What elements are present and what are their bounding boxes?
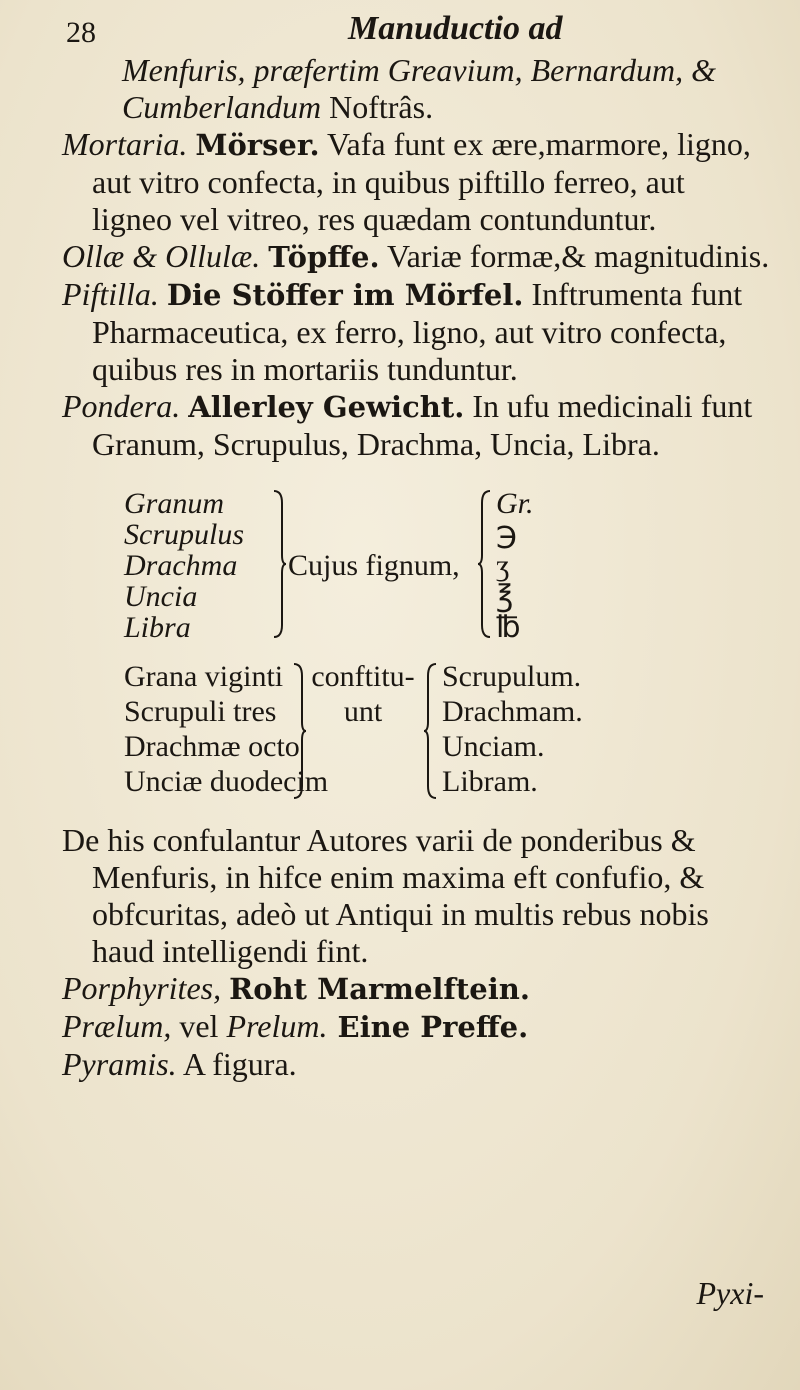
- entry-term: Pyramis.: [62, 1046, 177, 1082]
- entry-text: Variæ formæ,& magnitudinis.: [379, 238, 770, 274]
- entry-term: Prælum,: [62, 1008, 172, 1044]
- weight-symbol: ℔: [496, 611, 521, 644]
- entry-text: Vafa funt ex ære,marmore, ligno, aut vitro confecta, in quibus piftillo ferreo, aut ligneo vel vitreo, res quædam contunduntur.: [92, 126, 751, 237]
- weights-table: [92, 485, 772, 644]
- conversion-left: Grana viginti: [124, 660, 284, 693]
- cujus-label: Cujus fignum,: [288, 549, 460, 582]
- catchword: Pyxi-: [696, 1275, 764, 1311]
- entry-text: In ufu medicinali funt Granum, Scrupulus, Drachma, Uncia, Libra.: [92, 388, 753, 462]
- entry-text: A figura.: [176, 1046, 297, 1082]
- entry-porphyrites: [62, 970, 772, 1008]
- intro-line1: Menfuris, præfertim Greavium, Bernardum, &: [122, 52, 717, 88]
- entry-mortaria: [62, 126, 772, 238]
- weight-name: Drachma: [124, 549, 238, 582]
- conversion-left: Scrupuli tres: [124, 695, 277, 728]
- weight-symbol: Gr.: [496, 487, 534, 520]
- weight-symbol: ℥: [496, 580, 514, 613]
- right-brace-icon: [292, 662, 308, 800]
- conversion-left: Unciæ duodecim: [124, 765, 329, 798]
- entry-german: Allerley Gewicht.: [188, 390, 465, 424]
- weight-name: Uncia: [124, 580, 198, 613]
- weight-name: Granum: [124, 487, 225, 520]
- entry-german: Die Stöffer im Mörfel.: [166, 278, 524, 312]
- entry-connector: vel: [171, 1008, 227, 1044]
- conversion-verb: unt: [343, 695, 383, 728]
- entry-praelum: [62, 1008, 772, 1046]
- intro-lines: [92, 52, 772, 126]
- conversion-right: Drachmam.: [442, 695, 583, 728]
- entry-ollae: [62, 238, 772, 276]
- entry-term: Ollæ & Ollulæ.: [62, 238, 261, 274]
- entry-german: Roht Marmelftein.: [229, 972, 530, 1006]
- conversion-table: [92, 658, 772, 808]
- weight-symbol: ʒ: [496, 549, 510, 582]
- left-brace-icon: [476, 489, 492, 639]
- entry-term: Piftilla.: [62, 276, 159, 312]
- entry-pyramis: [62, 1046, 772, 1083]
- conversion-verb: conftitu-: [311, 660, 415, 693]
- conversion-right: Libram.: [442, 765, 538, 798]
- weight-name: Scrupulus: [124, 518, 244, 551]
- right-brace-icon: [272, 489, 286, 639]
- intro-line2-italic: Cumberlandum: [122, 89, 322, 125]
- conversion-right: Scrupulum.: [442, 660, 582, 693]
- weight-name: Libra: [124, 611, 191, 644]
- entry-term: Porphyrites,: [62, 970, 222, 1006]
- running-title: Manuductio ad: [348, 10, 563, 47]
- entry-german: Mörser.: [195, 128, 320, 162]
- body-text: [62, 52, 772, 1083]
- paragraph-ponderibus: De his confulantur Autores varii de ponderibus & Menfuris, in hifce enim maxima eft confufio, & obfcuritas, adeò ut Antiqui in multis rebus nobis haud intelligendi fint.: [62, 822, 709, 969]
- conversion-left: Drachmæ octo: [124, 730, 300, 763]
- entry-german: Töpffe.: [268, 240, 380, 274]
- entry-pondera: [62, 388, 772, 463]
- intro-line2-rest: Noftrâs.: [321, 89, 434, 125]
- page-header: [66, 10, 766, 58]
- entry-term: Pondera.: [62, 388, 181, 424]
- weight-symbol: ℈: [496, 518, 517, 551]
- entry-german: Eine Preffe.: [327, 1010, 529, 1044]
- entry-pistilla: [62, 276, 772, 388]
- conversion-right: Unciam.: [442, 730, 545, 763]
- page-number: 28: [66, 16, 96, 49]
- left-brace-icon: [422, 662, 438, 800]
- entry-term: Mortaria.: [62, 126, 188, 162]
- entry-term-alt: Prelum.: [226, 1008, 328, 1044]
- entry-text: Inftrumenta funt Pharmaceutica, ex ferro, ligno, aut vitro confecta, quibus res in mortariis tunduntur.: [92, 276, 743, 387]
